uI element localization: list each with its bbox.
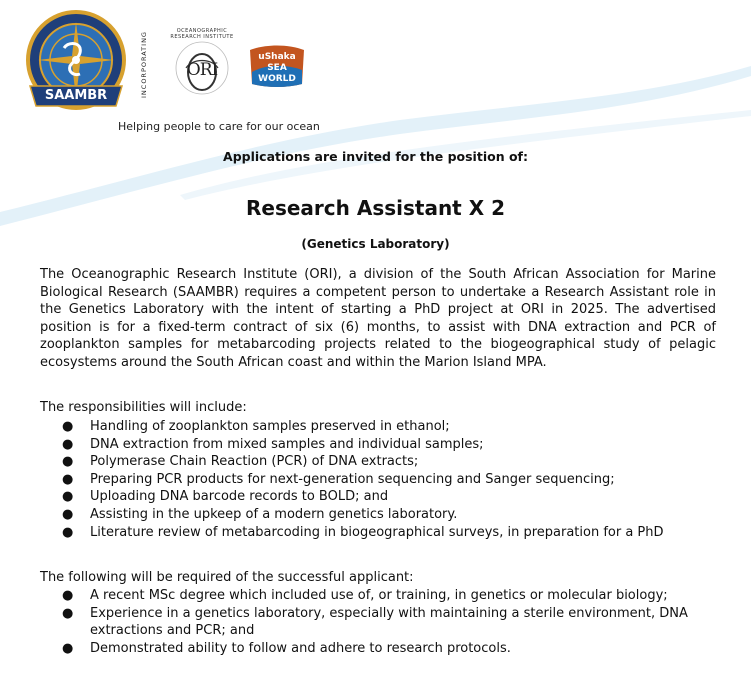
requirements-list	[40, 587, 700, 657]
bullet-icon: ●	[62, 605, 74, 621]
list-item	[40, 605, 700, 640]
list-item	[40, 453, 700, 471]
list-item-text: Literature review of metabarcoding in biogeographical surveys, in preparation for a PhD	[90, 524, 664, 540]
ori-letters: ORI	[186, 60, 218, 80]
requirements-heading: The following will be required of the successful applicant:	[40, 570, 414, 585]
responsibilities-list	[40, 418, 700, 541]
intro-paragraph: The Oceanographic Research Institute (ORI), a division of the South African Association for Marine Biological Research (SAAMBR) requires a competent person to undertake a Research Assistant role in the Genetics Laboratory with the intent of starting a PhD project at ORI in 2025. The advertised position is for a fixed-term contract of six (6) months, to assist with DNA extraction and PCR of zooplankton samples for metabarcoding projects related to the biogeographical study of pelagic ecosystems around the South African coast and within the Marion Island MPA.	[40, 267, 716, 370]
position-subtitle: (Genetics Laboratory)	[301, 237, 450, 251]
list-item	[40, 640, 700, 658]
saambr-logo-text: SAAMBR	[44, 88, 108, 103]
list-item	[40, 524, 700, 542]
bullet-icon: ●	[62, 419, 74, 434]
list-item	[40, 471, 700, 489]
invite-line: Applications are invited for the position of:	[223, 149, 528, 164]
list-item-text: Polymerase Chain Reaction (PCR) of DNA extracts;	[90, 454, 419, 470]
list-item-text: Preparing PCR products for next-generation sequencing and Sanger sequencing;	[90, 471, 615, 487]
list-item-text: Uploading DNA barcode records to BOLD; and	[90, 489, 389, 505]
saambr-logo	[24, 8, 144, 120]
ori-logo-text: OCEANOGRAPHIC RESEARCH INSTITUTE	[170, 28, 234, 40]
list-item	[40, 587, 700, 605]
list-item	[40, 488, 700, 506]
list-item	[40, 506, 700, 524]
list-item-text: Assisting in the upkeep of a modern genetics laboratory.	[90, 506, 458, 522]
list-item-text: Handling of zooplankton samples preserved in ethanol;	[90, 419, 450, 434]
seaworld-logo-text: uShaka SEA WORLD	[258, 52, 296, 84]
bullet-icon: ●	[62, 489, 74, 505]
bullet-icon: ●	[62, 436, 74, 452]
list-item-text: Experience in a genetics laboratory, especially with maintaining a sterile environment, DNA extractions and PCR; and	[90, 605, 688, 639]
list-item-text: A recent MSc degree which included use of, or training, in genetics or molecular biology;	[90, 588, 668, 603]
bullet-icon: ●	[62, 524, 74, 540]
header-logos	[24, 6, 324, 136]
bullet-icon: ●	[62, 454, 74, 470]
list-item	[40, 418, 700, 436]
list-item-text: DNA extraction from mixed samples and individual samples;	[90, 436, 484, 452]
position-title: Research Assistant X 2	[245, 196, 505, 220]
bullet-icon: ●	[62, 471, 74, 487]
responsibilities-heading: The responsibilities will include:	[40, 400, 247, 415]
list-item-text: Demonstrated ability to follow and adhere to research protocols.	[90, 640, 511, 656]
bullet-icon: ●	[62, 640, 74, 656]
bullet-icon: ●	[62, 588, 74, 603]
seaworld-logo	[246, 42, 308, 90]
bullet-icon: ●	[62, 506, 74, 522]
tagline: Helping people to care for our ocean	[118, 120, 320, 133]
incorporating-label: INCORPORATING	[140, 31, 148, 98]
ori-logo	[172, 28, 232, 108]
list-item	[40, 436, 700, 454]
